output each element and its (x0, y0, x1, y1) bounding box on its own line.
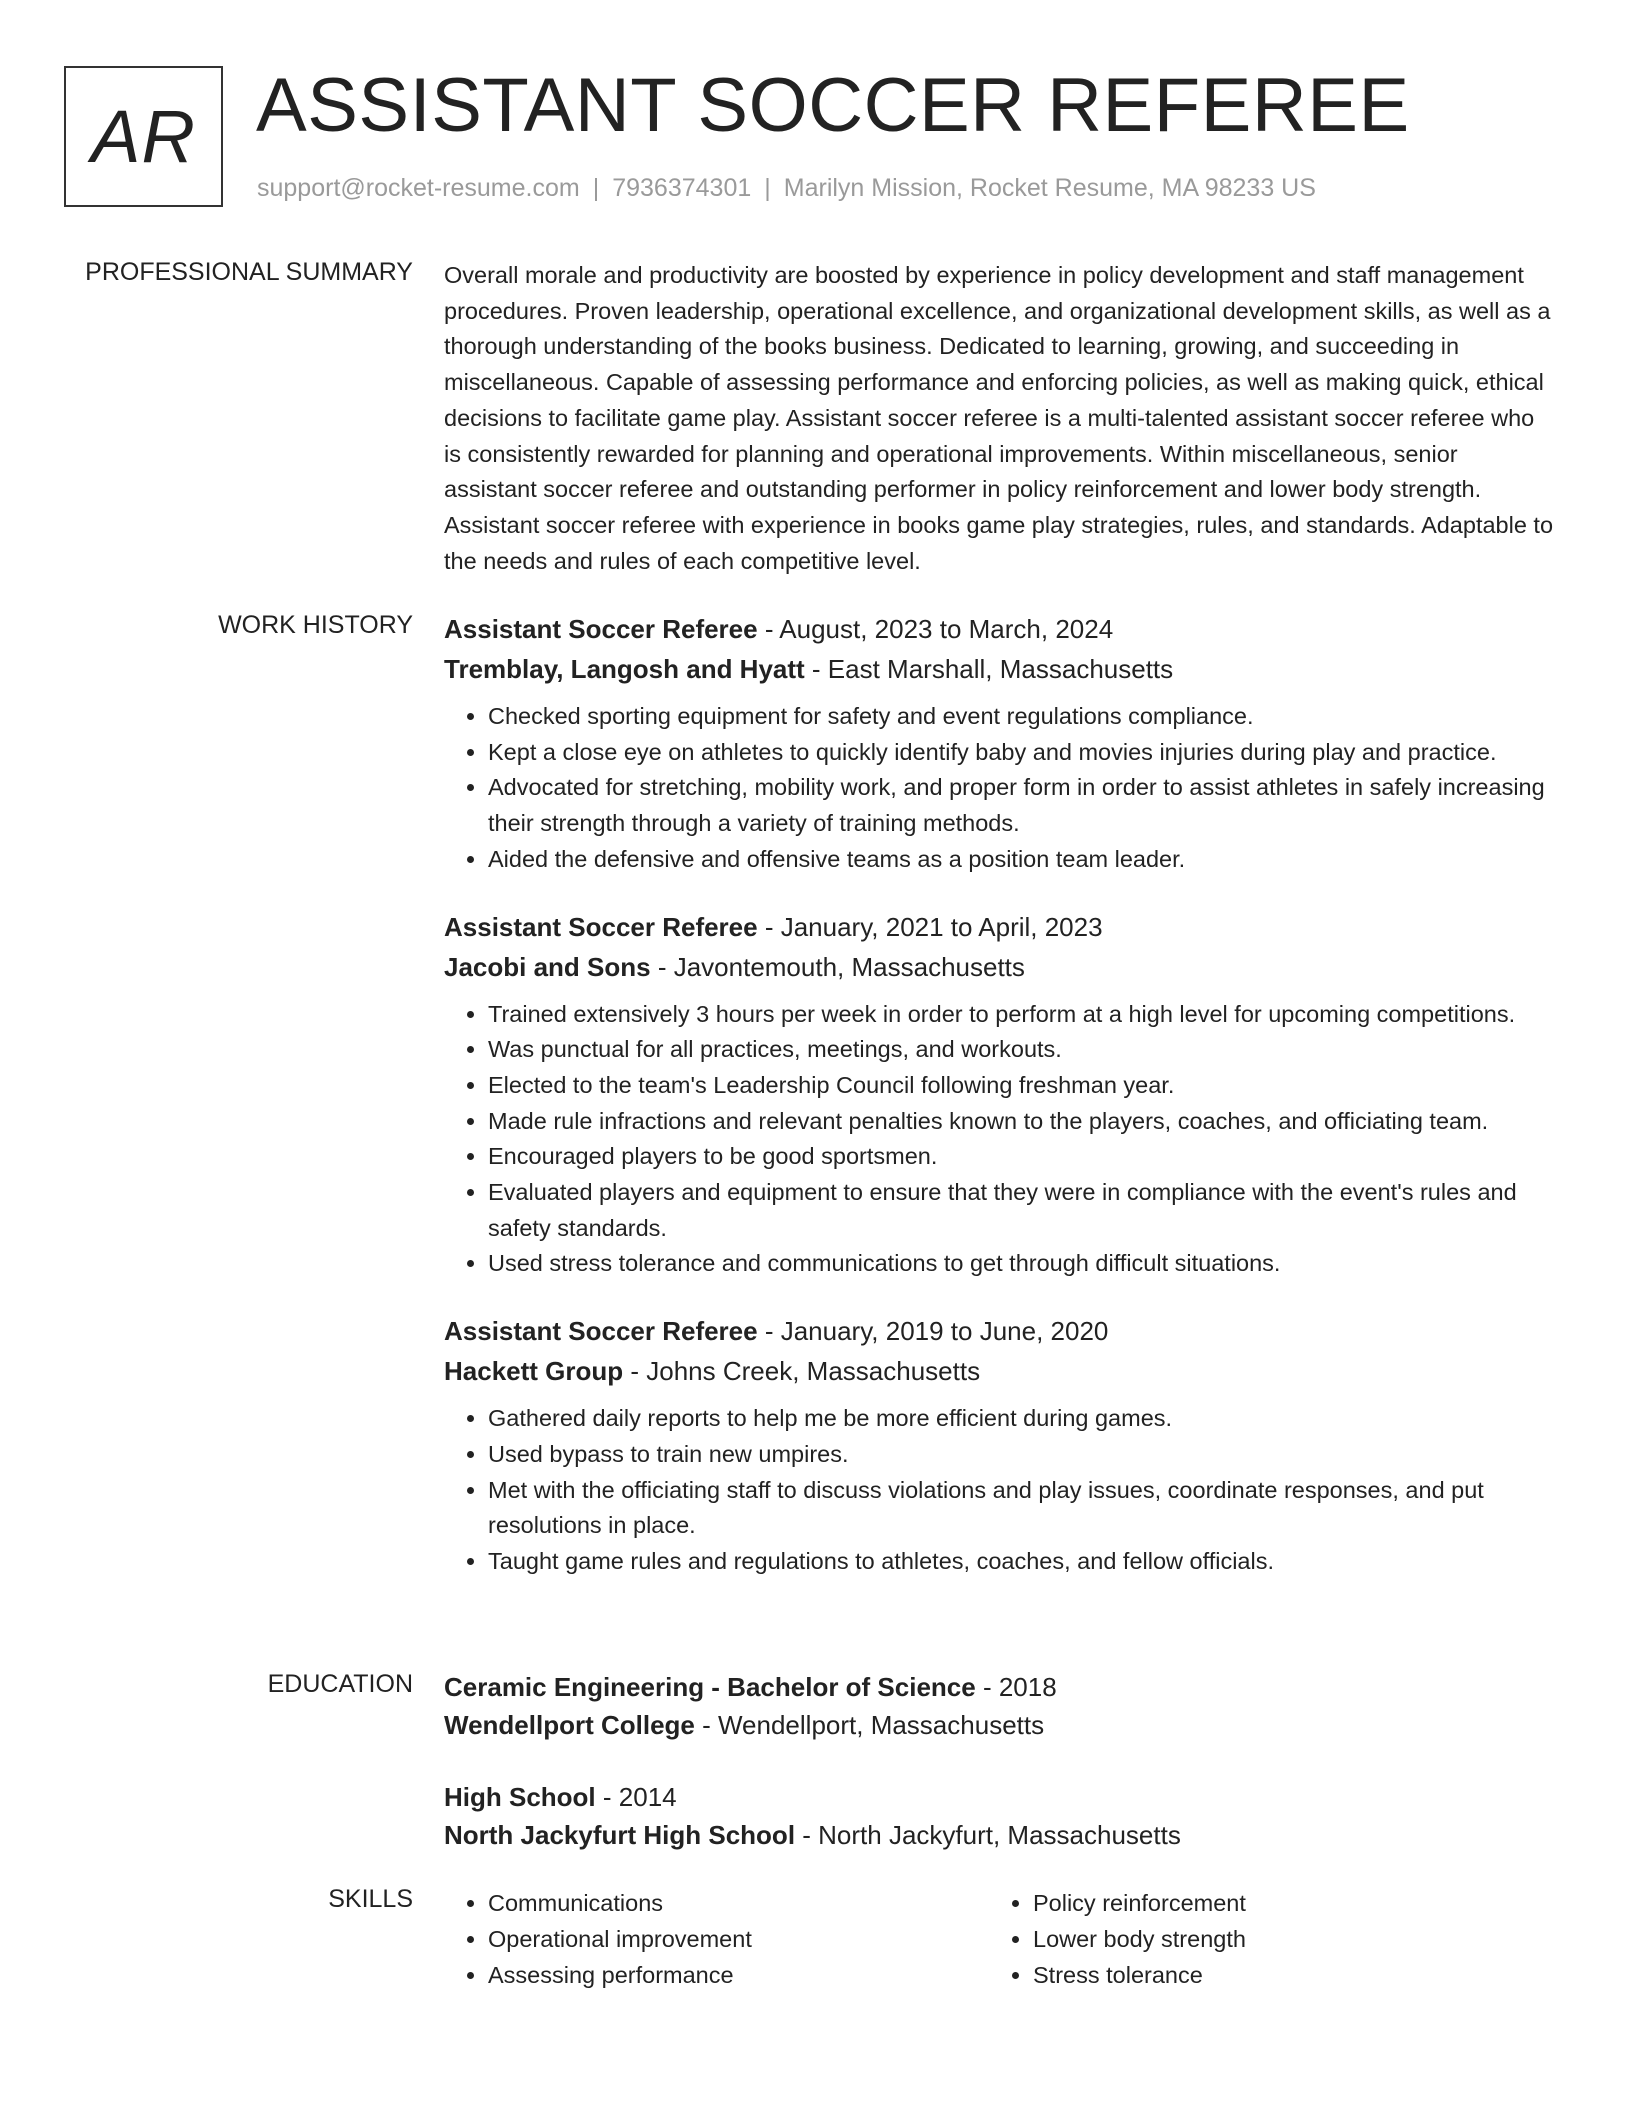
job-entry (444, 907, 1554, 1283)
job-title-line (444, 1311, 1554, 1351)
job-bullet: • Evaluated players and equipment to ensure that they were in compliance with the event's rules and safety standards. (488, 1175, 1554, 1246)
job-bullet: • Met with the officiating staff to discuss violations and play issues, coordinate responses, and put resolutions in place. (488, 1473, 1554, 1544)
job-company: Hackett Group (444, 1356, 624, 1387)
job-entry (444, 609, 1554, 878)
job-bullet: • Advocated for stretching, mobility work, and proper form in order to assist athletes in safely increasing their strength through a variety of training methods. (488, 770, 1554, 841)
job-title-line (444, 907, 1554, 947)
skill-item: • Policy reinforcement (1033, 1885, 1246, 1921)
education-degree-line (444, 1668, 1554, 1706)
job-bullet: • Elected to the team's Leadership Council following freshman year. (488, 1068, 1554, 1104)
job-bullet: • Checked sporting equipment for safety and event regulations compliance. (488, 699, 1554, 735)
job-company-line (444, 1351, 1554, 1391)
job-location: - East Marshall, Massachusetts (804, 654, 1174, 684)
job-bullets (444, 997, 1554, 1283)
job-title-line (444, 609, 1554, 649)
job-company-line (444, 947, 1554, 987)
education-school-line (444, 1816, 1554, 1854)
job-bullet: • Taught game rules and regulations to athletes, coaches, and fellow officials. (488, 1544, 1554, 1580)
education-year: - 2018 (975, 1672, 1057, 1702)
job-dates: - August, 2023 to March, 2024 (757, 614, 1114, 644)
job-entry (444, 1311, 1554, 1580)
job-bullet: • Made rule infractions and relevant penalties known to the players, coaches, and officiating team. (488, 1104, 1554, 1140)
job-location: - Johns Creek, Massachusetts (623, 1356, 981, 1387)
job-bullet: • Kept a close eye on athletes to quickly identify baby and movies injuries during play and practice. (488, 735, 1554, 771)
education-degree-line (444, 1778, 1554, 1816)
contact-email: support@rocket-resume.com (257, 174, 580, 202)
section-label-education: EDUCATION (267, 1670, 413, 1698)
skill-item: • Lower body strength (1033, 1921, 1246, 1957)
contact-separator: | (592, 174, 600, 202)
job-bullet: • Gathered daily reports to help me be more efficient during games. (488, 1401, 1554, 1437)
job-bullet: • Encouraged players to be good sportsmen. (488, 1139, 1554, 1175)
skill-item: • Operational improvement (488, 1921, 752, 1957)
skills-list (444, 1885, 752, 1993)
education-location: - Wendellport, Massachusetts (694, 1710, 1045, 1740)
job-title: Assistant Soccer Referee (444, 614, 758, 644)
skill-item: • Assessing performance (488, 1957, 752, 1993)
job-dates: - January, 2021 to April, 2023 (757, 911, 1103, 942)
job-company: Tremblay, Langosh and Hyatt (444, 654, 805, 684)
job-bullet: • Used bypass to train new umpires. (488, 1437, 1554, 1473)
education-location: - North Jackyfurt, Massachusetts (795, 1820, 1181, 1850)
job-bullets (444, 699, 1554, 878)
education-degree: High School (444, 1782, 596, 1812)
section-label-skills: SKILLS (328, 1885, 413, 1913)
job-company: Jacobi and Sons (444, 951, 651, 982)
work-history-body (444, 609, 1554, 1580)
section-label-work: WORK HISTORY (218, 611, 413, 639)
education-school-line (444, 1706, 1554, 1744)
job-bullet: • Trained extensively 3 hours per week in order to perform at a high level for upcoming competitions. (488, 997, 1554, 1033)
education-entry (444, 1778, 1554, 1854)
skills-column-right (989, 1885, 1246, 1993)
education-body (444, 1668, 1554, 1854)
skills-column-left (444, 1885, 752, 1993)
job-bullet: • Used stress tolerance and communications to get through difficult situations. (488, 1246, 1554, 1282)
education-school: North Jackyfurt High School (444, 1820, 796, 1850)
section-label-summary: PROFESSIONAL SUMMARY (85, 258, 413, 286)
job-dates: - January, 2019 to June, 2020 (757, 1316, 1109, 1347)
job-bullets (444, 1401, 1554, 1580)
skill-item: • Communications (488, 1885, 752, 1921)
job-bullet: • Aided the defensive and offensive teams as a position team leader. (488, 842, 1554, 878)
contact-address: Marilyn Mission, Rocket Resume, MA 98233 US (783, 174, 1316, 202)
skills-list (989, 1885, 1246, 1993)
summary-body (444, 258, 1554, 579)
education-year: - 2014 (595, 1782, 677, 1812)
resume-header (64, 64, 1568, 212)
job-location: - Javontemouth, Massachusetts (650, 951, 1025, 982)
job-company-line (444, 649, 1554, 689)
education-school: Wendellport College (444, 1710, 695, 1740)
contact-phone: 7936374301 (612, 174, 752, 202)
job-bullet: • Was punctual for all practices, meetings, and workouts. (488, 1032, 1554, 1068)
contact-separator: | (764, 174, 771, 202)
education-entry (444, 1668, 1554, 1744)
education-degree: Ceramic Engineering - Bachelor of Science (444, 1672, 976, 1702)
skill-item: • Stress tolerance (1033, 1957, 1246, 1993)
contact-line (257, 174, 1316, 203)
summary-text: Overall morale and productivity are boosted by experience in policy development and staff management procedures. Proven leadership, operational excellence, and organizational development skills, as well as a thorough understanding of the books business. Dedicated to learning, growing, and succeeding in miscellaneous. Capable of assessing performance and enforcing policies, as well as making quick, ethical decisions to facilitate game play. Assistant soccer referee is a multi-talented assistant soccer referee who is consistently rewarded for planning and operational improvements. Within miscellaneous, senior assistant soccer referee and outstanding performer in policy reinforcement and lower body strength. Assistant soccer referee with experience in books game play strategies, rules, and standards. Adaptable to the needs and rules of each competitive level. (444, 262, 1554, 574)
initials-monogram: AR (64, 66, 223, 207)
job-title: Assistant Soccer Referee (444, 1316, 758, 1347)
resume-title: ASSISTANT SOCCER REFEREE (256, 63, 1410, 148)
job-title: Assistant Soccer Referee (444, 911, 758, 942)
